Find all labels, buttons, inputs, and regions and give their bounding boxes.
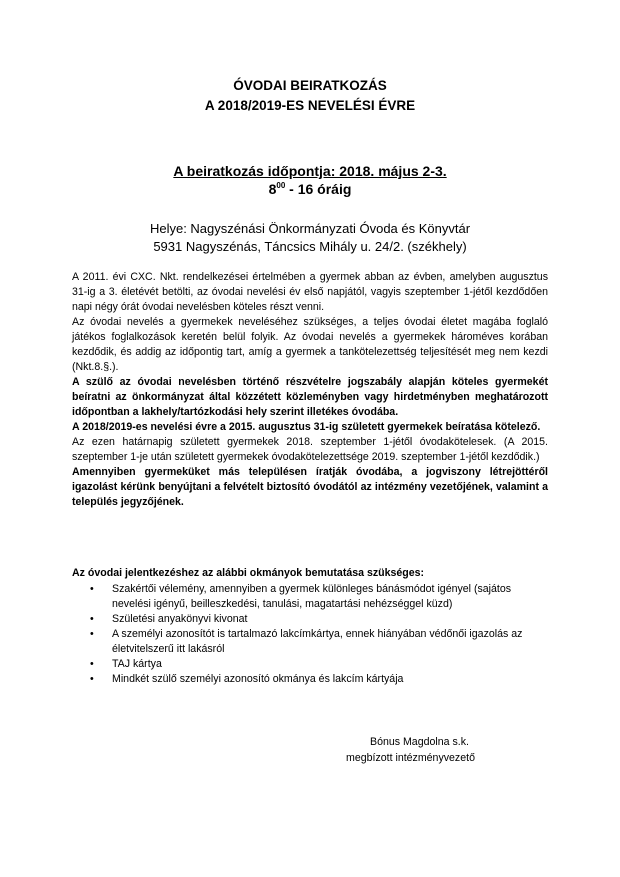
bullet-icon: •	[90, 673, 94, 685]
time-start-minute: 00	[276, 181, 286, 190]
bullet-icon: •	[90, 658, 94, 670]
list-item-text: Mindkét szülő személyi azonosító okmánya és lakcím kártyája	[112, 673, 404, 685]
bullet-icon: •	[90, 583, 94, 595]
paragraph-deadline: Az ezen határnapig született gyermekek 2018. szeptember 1-jétől óvodakötelesek. (A 2015. szeptember 1-je után született gyermekek óvodakötelezettsége 2019. szeptember 1-jétől kezdődik.)	[72, 436, 548, 463]
list-item-text: A személyi azonosítót is tartalmazó lakcímkártya, ennek hiányában védőnői igazolás az életvitelszerű itt lakásról	[112, 628, 523, 655]
time-start-hour: 8	[268, 181, 277, 197]
list-item-text: Születési anyakönyvi kivonat	[112, 613, 248, 625]
paragraph-mandatory-enrollment: A 2018/2019-es nevelési évre a 2015. augusztus 31-ig született gyermekek beíratása kötelező.	[72, 421, 541, 433]
list-item-text: Szakértői vélemény, amennyiben a gyermek különleges bánásmódot igényel (sajátos nevelési igényű, beilleszkedési, tanulási, magatartási nehézséggel küzd)	[112, 583, 512, 610]
documents-list	[72, 582, 548, 687]
list-item	[72, 672, 548, 687]
paragraph-other-settlement: Amennyiben gyermeküket más településen íratják óvodába, a jogviszony létrejöttéről igazolást kérünk benyújtani a felvételt biztosító óvodától az intézmény vezetőjének, valamint a település jegyzőjének.	[72, 466, 548, 508]
paragraph-parent-obligation: A szülő az óvodai nevelésben történő részvételre jogszabály alapján köteles gyermekét beíratni az önkormányzat által közzétett közleményben vagy hirdetményben meghatározott időpontban a lakhely/tartózkodási hely szerint illetékes óvodába.	[72, 376, 548, 418]
documents-heading: Az óvodai jelentkezéshez az alábbi okmányok bemutatása szükséges:	[72, 567, 425, 579]
enrollment-date: A beiratkozás időpontja: 2018. május 2-3.	[173, 163, 447, 179]
list-item	[72, 657, 548, 672]
location-line-2: 5931 Nagyszénás, Táncsics Mihály u. 24/2. (székhely)	[153, 239, 467, 254]
list-item	[72, 582, 548, 612]
signature-role: megbízott intézményvezető	[346, 752, 475, 764]
enrollment-time	[0, 181, 620, 197]
paragraph-nursery-education: Az óvodai nevelés a gyermekek neveléséhez szükséges, a teljes óvodai életet magába foglaló játékos foglalkozások keretén belül folyik. Az óvodai nevelés a gyermekek hároméves korában kezdődik, és addig az időpontig tart, amíg a gyermek a tankötelezettség teljesítését meg nem kezdi (Nkt.8.§.).	[72, 316, 548, 373]
list-item-text: TAJ kártya	[112, 658, 162, 670]
document-title: ÓVODAI BEIRATKOZÁS	[233, 78, 387, 93]
paragraph-legal-basis: A 2011. évi CXC. Nkt. rendelkezései értelmében a gyermek abban az évben, amelyben augusztus 31-ig a 3. életévét betölti, az óvodai nevelési év első napjától, vagyis szeptember 1-jétől kezdődően napi négy órát óvodai nevelésben köteles részt venni.	[72, 271, 548, 313]
bullet-icon: •	[90, 628, 94, 640]
bullet-icon: •	[90, 613, 94, 625]
time-rest: - 16 óráig	[285, 181, 352, 197]
list-item	[72, 612, 548, 627]
list-item	[72, 627, 548, 657]
location-line-1: Helye: Nagyszénási Önkormányzati Óvoda és Könyvtár	[149, 221, 471, 236]
document-subtitle: A 2018/2019-ES NEVELÉSI ÉVRE	[204, 98, 416, 113]
signature-name: Bónus Magdolna s.k.	[370, 736, 469, 748]
body-text	[72, 270, 548, 510]
